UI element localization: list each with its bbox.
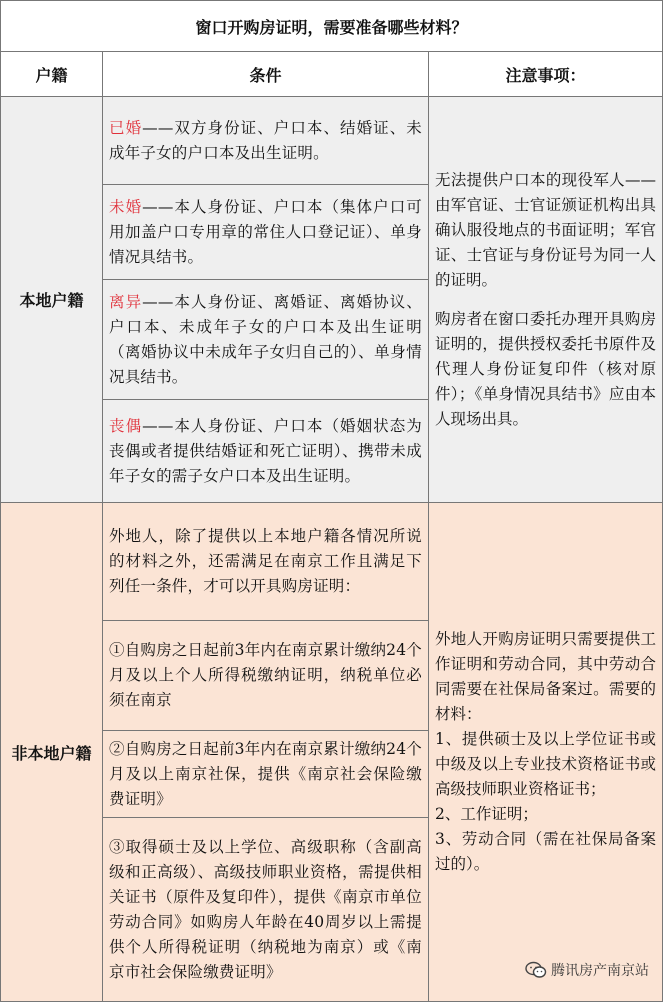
header-conditions: 条件 [103, 52, 429, 97]
local-household-label: 本地户籍 [1, 97, 103, 503]
table-title: 窗口开购房证明，需要准备哪些材料？ [1, 1, 663, 52]
condition-widowed [103, 400, 429, 503]
nonlocal-condition-social-security: ②自购房之日起前3年内在南京累计缴纳24个月及以上南京社保，提供《南京社会保险缴费证明》 [103, 731, 429, 818]
condition-unmarried [103, 185, 429, 280]
local-note-military: 无法提供户口本的现役军人——由军官证、士官证颁证机构出具确认服役地点的书面证明；军官证、士官证与身份证号为同一人的证明。 [435, 170, 657, 289]
watermark-text: 腾讯房产南京站 [551, 963, 649, 979]
status-married: 已婚 [109, 118, 143, 137]
watermark [525, 960, 649, 980]
wechat-icon [525, 961, 547, 979]
nonlocal-household-label: 非本地户籍 [1, 503, 103, 1002]
condition-unmarried-text: ——本人身份证、户口本（集体户口可用加盖户口专用章的常住人口登记证）、单身情况具结书。 [109, 197, 423, 266]
local-note-proxy: 购房者在窗口委托办理开具购房证明的，提供授权委托书原件及代理人身份证复印件（核对原件）；《单身情况具结书》应由本人现场出具。 [435, 309, 657, 428]
nonlocal-notes: 外地人开购房证明只需要提供工作证明和劳动合同，其中劳动合同需要在社保局备案过。需要的材料： 1、提供硕士及以上学位证书或中级及以上专业技术资格证书或高级技师职业资格证书； 2、工作证明； 3、劳动合同（需在社保局备案过的）。 [429, 503, 663, 1002]
nonlocal-intro: 外地人，除了提供以上本地户籍各情况所说的材料之外，还需满足在南京工作且满足下列任一条件，才可以开具购房证明： [103, 503, 429, 621]
condition-married-text: ——双方身份证、户口本、结婚证、未成年子女的户口本及出生证明。 [109, 118, 423, 162]
header-household: 户籍 [1, 52, 103, 97]
nonlocal-condition-tax: ①自购房之日起前3年内在南京累计缴纳24个月及以上个人所得税缴纳证明，纳税单位必须在南京 [103, 621, 429, 731]
header-notes: 注意事项： [429, 52, 663, 97]
nonlocal-condition-degree: ③取得硕士及以上学位、高级职称（含副高级和正高级）、高级技师职业资格，需提供相关证书（原件及复印件），提供《南京市单位劳动合同》如购房人年龄在40周岁以上需提供个人所得税证明（纳税地为南京）或《南京市社会保险缴费证明》 [103, 818, 429, 1002]
status-widowed: 丧偶 [109, 416, 143, 435]
local-notes [429, 97, 663, 503]
status-unmarried: 未婚 [109, 197, 143, 216]
condition-married [103, 97, 429, 185]
status-divorced: 离异 [109, 292, 143, 311]
condition-widowed-text: ——本人身份证、户口本（婚姻状态为丧偶或者提供结婚证和死亡证明）、携带未成年子女的需子女户口本及出生证明。 [109, 416, 423, 485]
condition-divorced [103, 280, 429, 400]
condition-divorced-text: ——本人身份证、离婚证、离婚协议、户口本、未成年子女的户口本及出生证明（离婚协议中未成年子女归自己的）、单身情况具结书。 [109, 292, 423, 386]
